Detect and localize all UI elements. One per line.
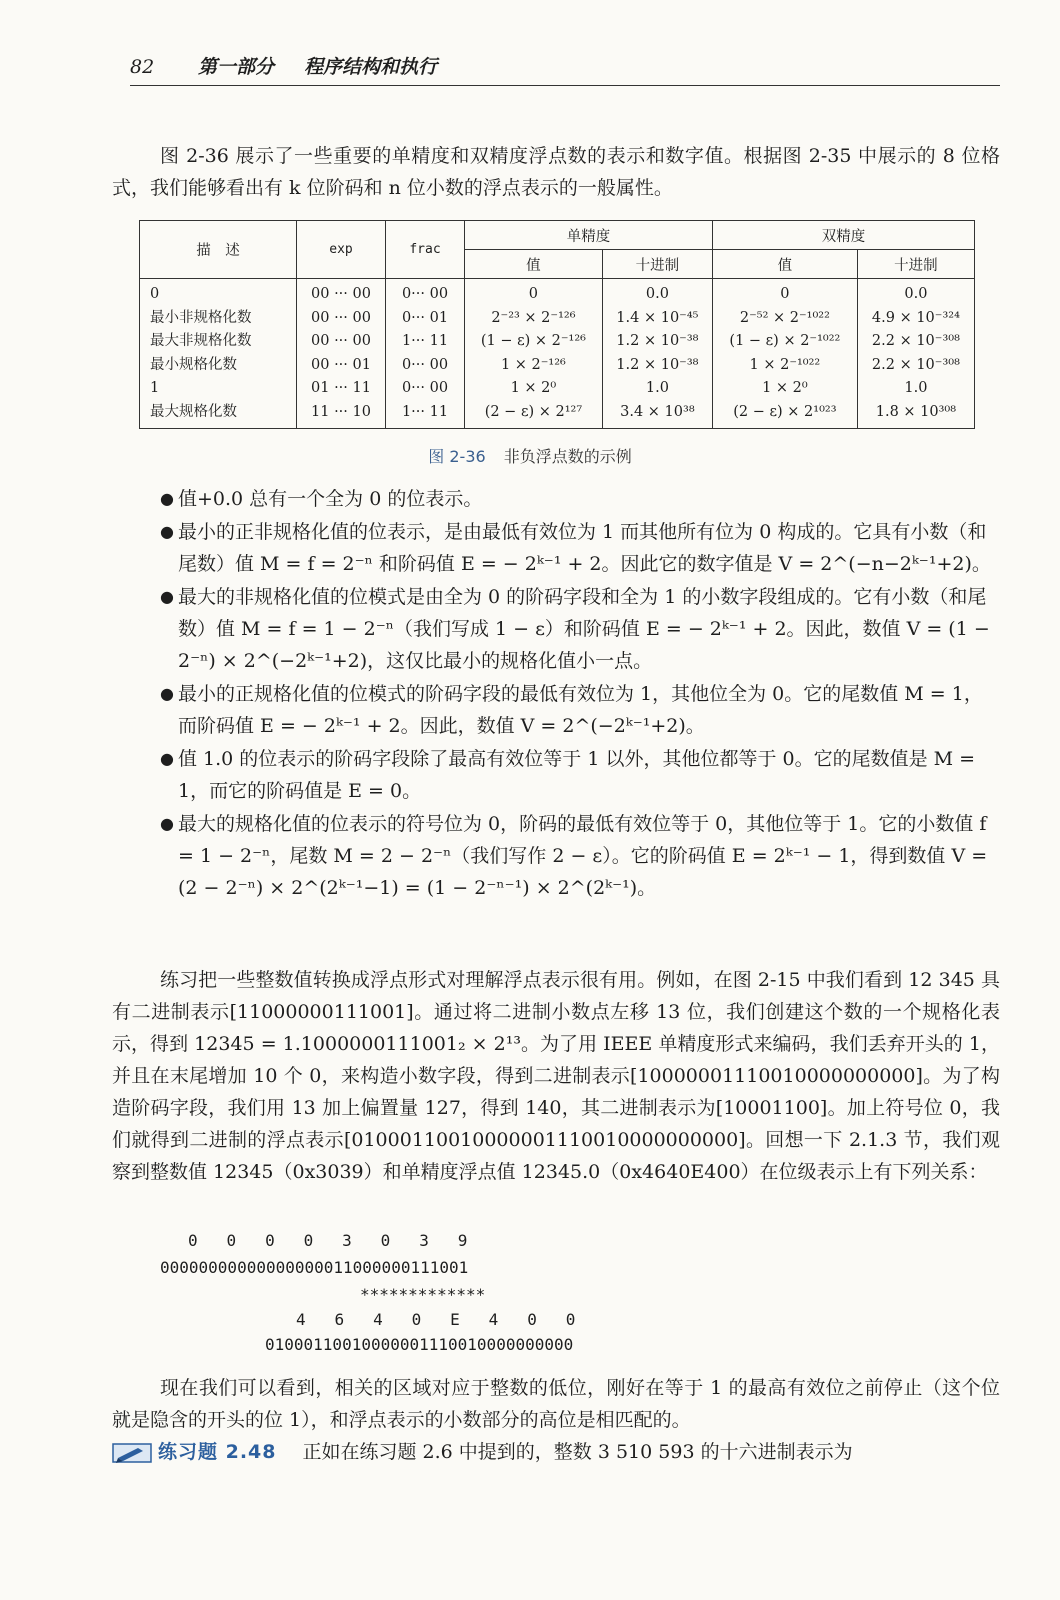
table-cell: 2.2 × 10⁻³⁰⁸: [871, 356, 960, 373]
table-cell: (2 − ε) × 2¹²⁷: [484, 403, 583, 420]
col-double-decimal: 十进制: [857, 250, 974, 279]
table-cell: 0.0: [904, 286, 928, 302]
bullet-icon: ●: [160, 522, 174, 541]
table-cell: 最小非规格化数: [150, 309, 252, 326]
float-table: [139, 220, 975, 429]
table-cell: 0.0: [645, 286, 669, 302]
hex-int: 0 0 0 0 3 0 3 9: [188, 1231, 468, 1250]
table-cell: 1 × 2⁰: [510, 380, 557, 396]
table-cell: 1 × 2⁰: [762, 380, 808, 396]
col-frac: frac: [386, 221, 465, 279]
table-cell: 1.0: [645, 380, 669, 396]
body-paragraph: 练习把一些整数值转换成浮点形式对理解浮点表示很有用。例如，在图 2-15 中我们看到 12 345 具有二进制表示[11000000111001]。通过将二进制小数点左移 13 位，我们创建这个数的一个规格化表示，得到 12345 = 1.1000000111001₂ × 2¹³。为了用 IEEE 单精度形式来编码，我们丢弃开头的 1，并且在末尾增加 10 个 0，来构造小数字段，得到二进制表示[10000001110010000000000]。为了构造阶码字段，我们用 13 加上偏置量 127，得到 140，其二进制表示为[10001100]。加上符号位 0，我们就得到二进制的浮点表示[01000110010000001110010000000000]。回想一下 2.1.3 节，我们观察到整数值 12345（0x3039）和单精度浮点值 12345.0（0x4640E400）在位级表示上有下列关系：: [112, 969, 1000, 1183]
bullet-text: 值 1.0 的位表示的阶码字段除了最高有效位等于 1 以外，其他位都等于 0。它的尾数值是 M = 1，而它的阶码值是 E = 0。: [178, 748, 976, 802]
bullet-text: 最小的正规格化值的位模式的阶码字段的最低有效位为 1，其他位全为 0。它的尾数值 M = 1，而阶码值 E = − 2ᵏ⁻¹ + 2。因此，数值 V = 2^(−2ᵏ⁻¹+2)。: [178, 683, 983, 737]
table-cell: 11 ··· 10: [311, 403, 371, 420]
part-title: 第一部分: [198, 56, 275, 78]
exercise: [112, 1437, 1000, 1467]
table-cell: 0: [780, 286, 790, 302]
table-cell: (2 − ε) × 2¹⁰²³: [733, 403, 837, 420]
col-desc: 描 述: [140, 221, 297, 279]
pencil-icon: [112, 1442, 152, 1464]
table-cell: 最大规格化数: [150, 403, 237, 420]
bullet-text: 最大的规格化值的位表示的符号位为 0，阶码的最低有效位等于 0，其他位等于 1。它的小数值 f = 1 − 2⁻ⁿ，尾数 M = 2 − 2⁻ⁿ（我们写作 2 − ε）。它的阶码值 E = 2ᵏ⁻¹ − 1，得到数值 V = (2 − 2⁻ⁿ) × 2^(2ᵏ⁻¹−1) = (1 − 2⁻ⁿ⁻¹) × 2^(2ᵏ⁻¹)。: [178, 813, 988, 899]
table-cell: 1.2 × 10⁻³⁸: [616, 333, 699, 349]
bin-int: 00000000000000000011000000111001: [160, 1258, 469, 1277]
closing-paragraph: 现在我们可以看到，相关的区域对应于整数的低位，刚好在等于 1 的最高有效位之前停止（这个位就是隐含的开头的位 1），和浮点表示的小数部分的高位是相匹配的。: [112, 1377, 1000, 1431]
intro-paragraph: 图 2-36 展示了一些重要的单精度和双精度浮点数的表示和数字值。根据图 2-35 中展示的 8 位格式，我们能够看出有 k 位阶码和 n 位小数的浮点表示的一般属性。: [112, 145, 1000, 199]
double-decimal-column: [857, 279, 974, 429]
table-cell: 0: [150, 286, 160, 302]
table-cell: 2⁻⁵² × 2⁻¹⁰²²: [739, 309, 830, 326]
table-cell: 1··· 11: [401, 403, 449, 420]
bullet-icon: ●: [160, 749, 174, 768]
table-cell: 0··· 00: [401, 380, 449, 396]
single-decimal-column: [602, 279, 712, 429]
bullet-icon: ●: [160, 489, 174, 508]
col-single: 单精度: [465, 221, 713, 250]
list-item: [112, 516, 1000, 580]
bullet-list: [112, 483, 1000, 905]
col-single-value: 值: [465, 250, 603, 279]
list-item: [112, 483, 1000, 515]
exercise-text: 正如在练习题 2.6 中提到的，整数 3 510 593 的十六进制表示为: [302, 1441, 853, 1463]
table-cell: 1: [150, 380, 160, 396]
bin-float: 01000110010000001110010000000000: [265, 1335, 574, 1354]
table-cell: 0··· 01: [401, 309, 449, 326]
table-cell: 4.9 × 10⁻³²⁴: [871, 309, 960, 326]
table-cell: 00 ··· 00: [311, 333, 371, 349]
table-cell: 1.2 × 10⁻³⁸: [616, 356, 699, 373]
table-cell: (1 − ε) × 2⁻¹²⁶: [480, 333, 586, 349]
table-cell: 最大非规格化数: [150, 333, 252, 349]
bullet-text: 最大的非规格化值的位模式是由全为 0 的阶码字段和全为 1 的小数字段组成的。它有小数（和尾数）值 M = f = 1 − 2⁻ⁿ（我们写成 1 − ε）和阶码值 E = − 2ᵏ⁻¹ + 2。因此，数值 V = (1 − 2⁻ⁿ) × 2^(−2ᵏ⁻¹+2)，这仅比最小的规格化值小一点。: [178, 586, 990, 672]
table-cell: (1 − ε) × 2⁻¹⁰²²: [729, 333, 841, 349]
single-value-column: [465, 279, 603, 429]
list-item: [112, 743, 1000, 807]
table-cell: 最小规格化数: [150, 356, 237, 373]
match-stars: *************: [360, 1285, 486, 1304]
bullet-text: 值+0.0 总有一个全为 0 的位表示。: [178, 488, 483, 510]
table-cell: 1.0: [904, 380, 928, 396]
exp-column: [297, 279, 386, 429]
bullet-icon: ●: [160, 587, 174, 606]
frac-column: [386, 279, 465, 429]
hex-float: 4 6 4 0 E 4 0 0: [296, 1310, 576, 1329]
figure-caption: [0, 444, 1060, 467]
table-cell: 00 ··· 00: [311, 309, 371, 326]
table-cell: 0: [528, 286, 539, 302]
list-item: [112, 678, 1000, 742]
page-header: [130, 52, 1000, 86]
bullet-icon: ●: [160, 684, 174, 703]
table-cell: 3.4 × 10³⁸: [620, 403, 695, 420]
table-cell: 00 ··· 01: [311, 356, 371, 373]
table-cell: 1 × 2⁻¹⁰²²: [749, 356, 821, 373]
col-single-decimal: 十进制: [602, 250, 712, 279]
table-cell: 00 ··· 00: [311, 286, 371, 302]
exercise-label: 练习题 2.48: [158, 1441, 277, 1463]
table-cell: 01 ··· 11: [311, 380, 371, 396]
table-cell: 1.8 × 10³⁰⁸: [875, 403, 957, 420]
table-cell: 2⁻²³ × 2⁻¹²⁶: [491, 309, 576, 326]
table-cell: 1 × 2⁻¹²⁶: [500, 356, 566, 373]
figure-title: 非负浮点数的示例: [503, 447, 632, 466]
figure-number: 图 2-36: [428, 447, 486, 466]
table-cell: 2.2 × 10⁻³⁰⁸: [871, 333, 960, 349]
list-item: [112, 808, 1000, 904]
col-double-value: 值: [712, 250, 857, 279]
col-double: 双精度: [712, 221, 974, 250]
table-cell: 0··· 00: [401, 286, 449, 302]
chapter-title: 程序结构和执行: [304, 56, 438, 78]
page-number: 82: [130, 56, 155, 78]
bullet-icon: ●: [160, 814, 174, 833]
desc-column: [140, 279, 297, 429]
table-cell: 1··· 11: [401, 333, 449, 349]
table-cell: 1.4 × 10⁻⁴⁵: [616, 309, 699, 326]
double-value-column: [712, 279, 857, 429]
col-exp: exp: [297, 221, 386, 279]
table-cell: 0··· 00: [401, 356, 449, 373]
list-item: [112, 581, 1000, 677]
bullet-text: 最小的正非规格化值的位表示，是由最低有效位为 1 而其他所有位为 0 构成的。它具有小数（和尾数）值 M = f = 2⁻ⁿ 和阶码值 E = − 2ᵏ⁻¹ + 2。因此它的数字值是 V = 2^(−n−2ᵏ⁻¹+2)。: [178, 521, 991, 575]
